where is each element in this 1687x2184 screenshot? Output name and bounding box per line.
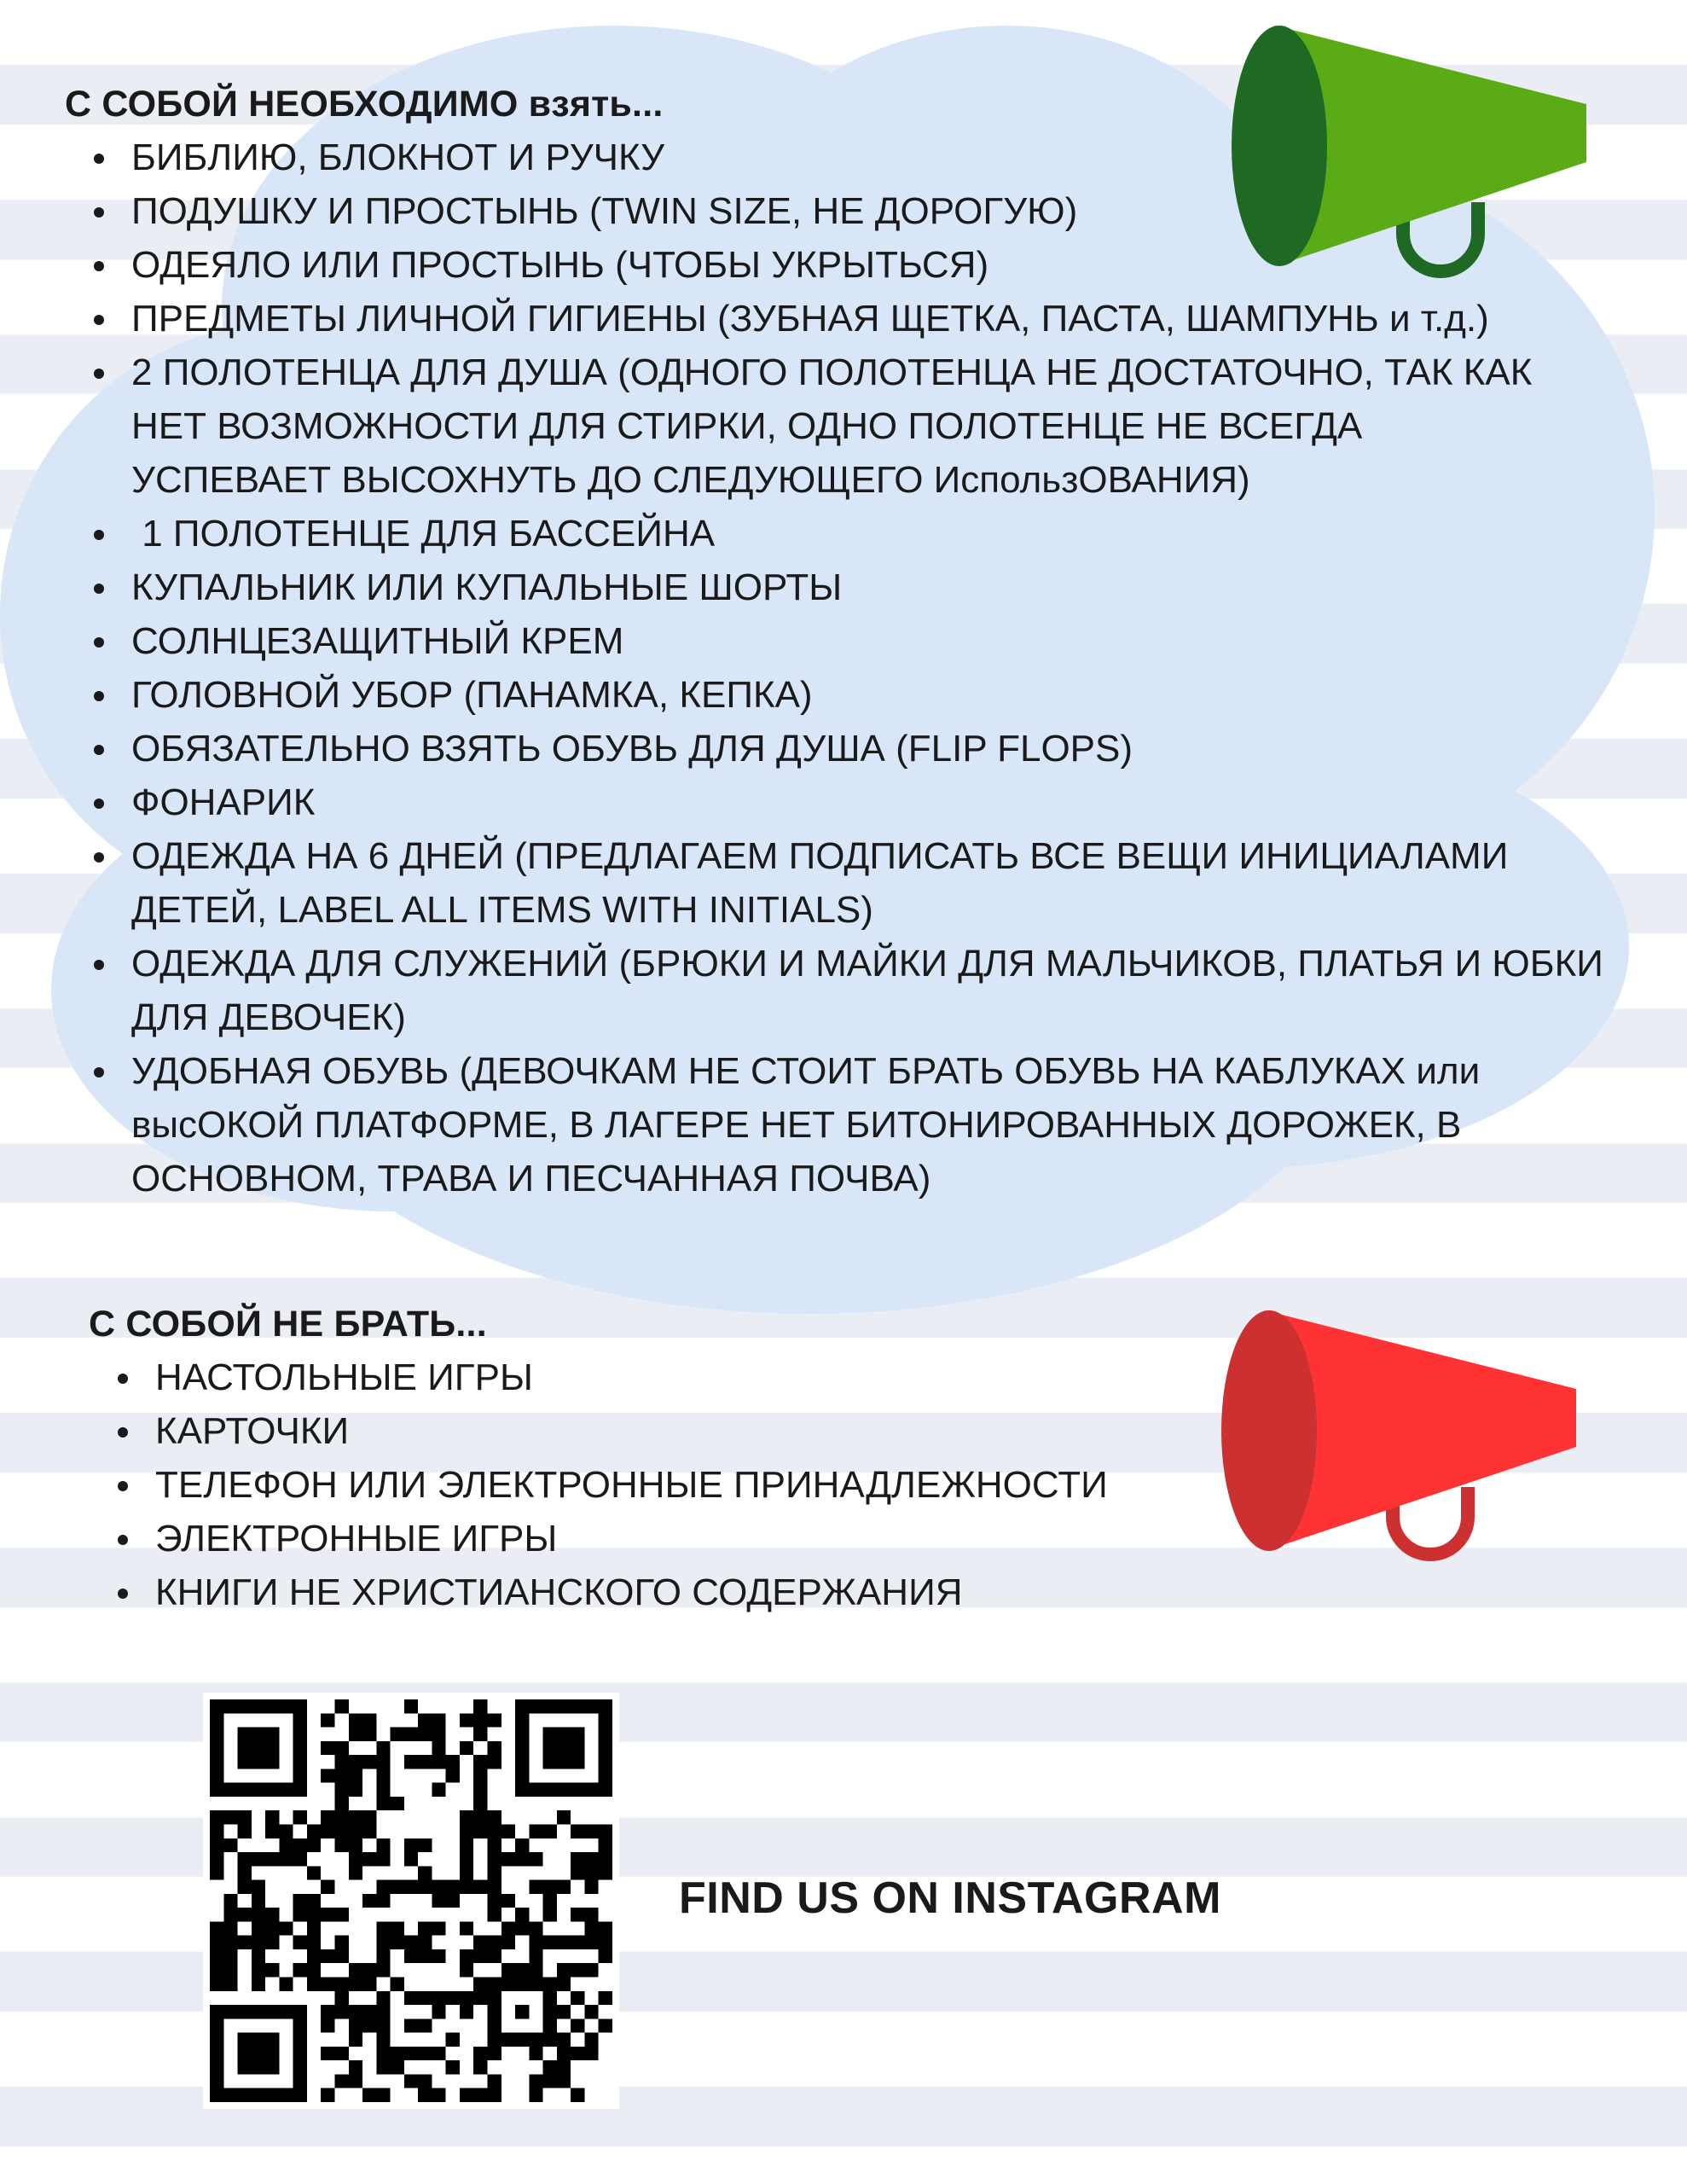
list-item: ФОНАРИК: [131, 775, 1651, 829]
list-item: ПОДУШКУ И ПРОСТЫНЬ (TWIN SIZE, НЕ ДОРОГУЮ): [131, 184, 1651, 238]
list-item: БИБЛИЮ, БЛОКНОТ И РУЧКУ: [131, 131, 1651, 184]
instagram-label: FIND US ON INSTAGRAM: [679, 1873, 1221, 1923]
list-item: ОБЯЗАТЕЛЬНО ВЗЯТЬ ОБУВЬ ДЛЯ ДУША (FLIP FLOPS): [131, 722, 1651, 775]
list-item: НАСТОЛЬНЫЕ ИГРЫ: [155, 1350, 1197, 1404]
list-item: ОДЕЯЛО ИЛИ ПРОСТЫНЬ (ЧТОБЫ УКРЫТЬСЯ): [131, 238, 1651, 292]
take-list: [65, 131, 1651, 1205]
take-section: [65, 84, 1651, 1205]
list-item: 2 ПОЛОТЕНЦА ДЛЯ ДУША (ОДНОГО ПОЛОТЕНЦА НЕ ДОСТАТОЧНО, ТАК КАК НЕТ ВОЗМОЖНОСТИ ДЛЯ СТИРКИ, ОДНО ПОЛОТЕНЦЕ НЕ ВСЕГДА УСПЕВАЕТ ВЫСОХНУТЬ ДО СЛЕДУЮЩЕГО ИспользОВАНИЯ): [131, 346, 1651, 507]
list-item: ОДЕЖДА НА 6 ДНЕЙ (ПРЕДЛАГАЕМ ПОДПИСАТЬ ВСЕ ВЕЩИ ИНИЦИАЛАМИ ДЕТЕЙ, LABEL ALL ITEMS WITH INITIALS): [131, 829, 1651, 937]
notake-section-title: С СОБОЙ НЕ БРАТЬ...: [89, 1304, 487, 1345]
list-item: ОДЕЖДА ДЛЯ СЛУЖЕНИЙ (БРЮКИ И МАЙКИ ДЛЯ МАЛЬЧИКОВ, ПЛАТЬЯ И ЮБКИ ДЛЯ ДЕВОЧЕК): [131, 937, 1651, 1044]
notake-section: [89, 1304, 1197, 1619]
list-item: КНИГИ НЕ ХРИСТИАНСКОГО СОДЕРЖАНИЯ: [155, 1565, 1197, 1619]
qr-code-icon: [210, 1699, 612, 2102]
list-item: ГОЛОВНОЙ УБОР (ПАНАМКА, КЕПКА): [131, 668, 1651, 722]
list-item: КУПАЛЬНИК ИЛИ КУПАЛЬНЫЕ ШОРТЫ: [131, 561, 1651, 614]
list-item: ТЕЛЕФОН ИЛИ ЭЛЕКТРОННЫЕ ПРИНАДЛЕЖНОСТИ: [155, 1458, 1197, 1512]
notake-list: [89, 1350, 1197, 1619]
qr-code[interactable]: [203, 1693, 619, 2109]
take-section-title: С СОБОЙ НЕОБХОДИМО взять...: [65, 84, 664, 125]
list-item: КАРТОЧКИ: [155, 1404, 1197, 1458]
red-megaphone-icon: [1218, 1304, 1593, 1568]
list-item: 1 ПОЛОТЕНЦЕ ДЛЯ БАССЕЙНА: [131, 507, 1651, 561]
list-item: СОЛНЦЕЗАЩИТНЫЙ КРЕМ: [131, 614, 1651, 668]
list-item: ЭЛЕКТРОННЫЕ ИГРЫ: [155, 1512, 1197, 1565]
list-item: УДОБНАЯ ОБУВЬ (ДЕВОЧКАМ НЕ СТОИТ БРАТЬ ОБУВЬ НА КАБЛУКАХ или высОКОЙ ПЛАТФОРМЕ, В ЛАГЕРЕ НЕТ БИТОНИРОВАННЫХ ДОРОЖЕК, В ОСНОВНОМ, ТРАВА И ПЕСЧАННАЯ ПОЧВА): [131, 1044, 1651, 1205]
list-item: ПРЕДМЕТЫ ЛИЧНОЙ ГИГИЕНЫ (ЗУБНАЯ ЩЕТКА, ПАСТА, ШАМПУНЬ и т.д.): [131, 292, 1651, 346]
